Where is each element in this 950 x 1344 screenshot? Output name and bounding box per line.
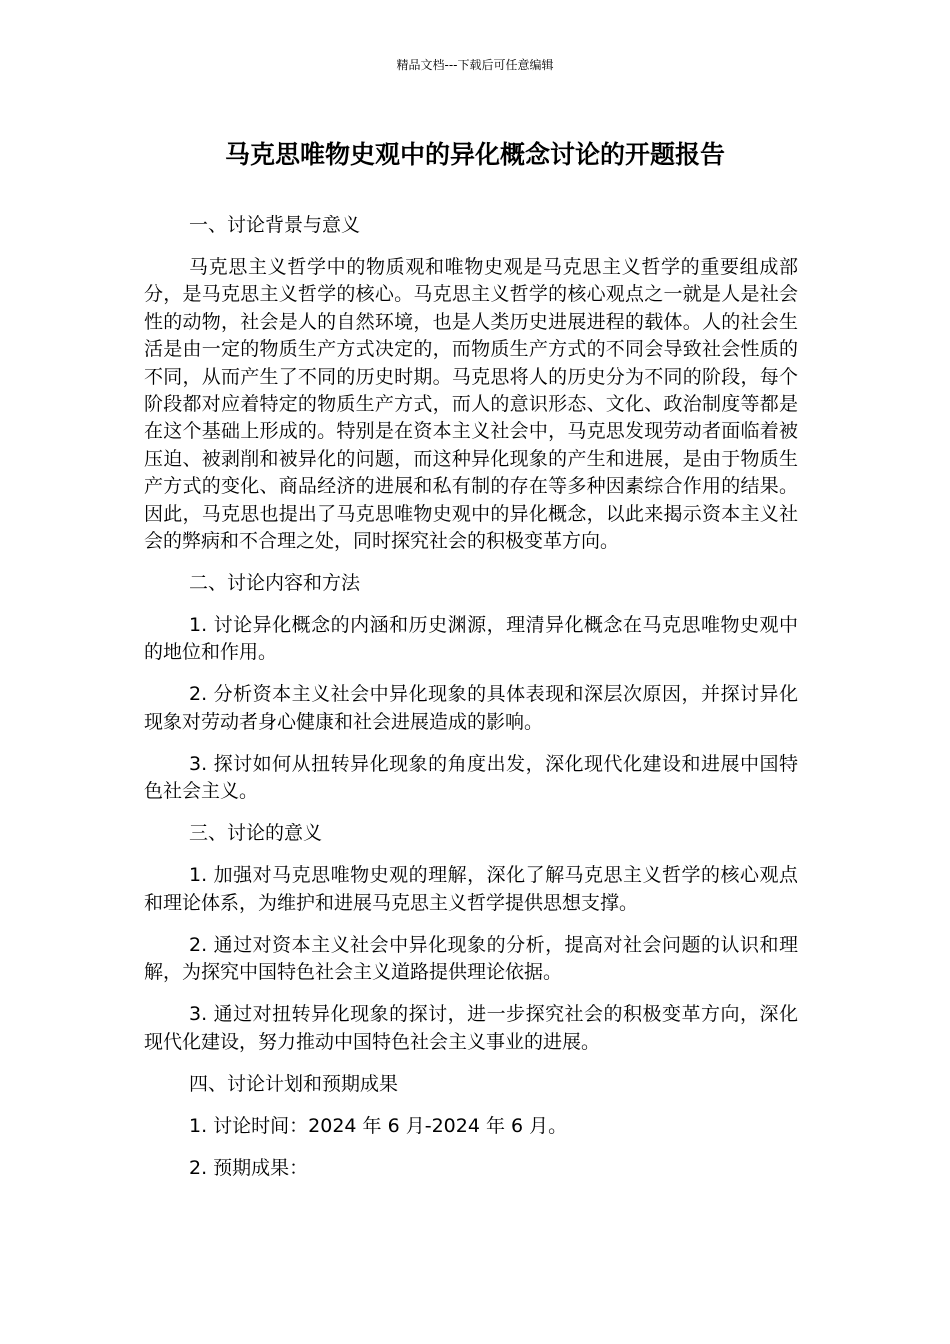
section-heading-plan: 四、讨论计划和预期成果 xyxy=(189,1072,399,1095)
section-heading-significance: 三、讨论的意义 xyxy=(189,822,323,845)
document-body xyxy=(144,212,798,1197)
significance-item-3: 3. 通过对扭转异化现象的探讨，进一步探究社会的积极变革方向，深化现代化建设，努力推动中国特色社会主义事业的进展。 xyxy=(144,1003,798,1053)
content-item-3: 3. 探讨如何从扭转异化现象的角度出发，深化现代化建设和进展中国特色社会主义。 xyxy=(144,752,798,803)
significance-item-2: 2. 通过对资本主义社会中异化现象的分析，提高对社会问题的认识和理解，为探究中国特色社会主义道路提供理论依据。 xyxy=(144,933,798,984)
content-item-1: 1. 讨论异化概念的内涵和历史渊源，理清异化概念在马克思唯物史观中的地位和作用。 xyxy=(144,614,798,664)
plan-item-1: 1. 讨论时间：2024 年 6 月-2024 年 6 月。 xyxy=(189,1114,568,1137)
plan-item-2: 2. 预期成果： xyxy=(189,1156,309,1179)
content-item-2: 2. 分析资本主义社会中异化现象的具体表现和深层次原因，并探讨异化现象对劳动者身心健康和社会进展造成的影响。 xyxy=(144,683,798,733)
header-note: 精品文档---下载后可任意编辑 xyxy=(396,58,554,72)
background-paragraph: 马克思主义哲学中的物质观和唯物史观是马克思主义哲学的重要组成部分，是马克思主义哲学的核心。马克思主义哲学的核心观点之一就是人是社会性的动物，社会是人的自然环境，也是人类历史进展进程的载体。人的社会生活是由一定的物质生产方式决定的，而物质生产方式的不同会导致社会性质的不同，从而产生了不同的历史时期。马克思将人的历史分为不同的阶段，每个阶段都对应着特定的物质生产方式，而人的意识形态、文化、政治制度等都是在这个基础上形成的。特别是在资本主义社会中，马克思发现劳动者面临着被压迫、被剥削和被异化的问题，而这种异化现象的产生和进展，是由于物质生产方式的变化、商品经济的进展和私有制的存在等多种因素综合作用的结果。因此，马克思也提出了马克思唯物史观中的异化概念，以此来揭示资本主义社会的弊病和不合理之处，同时探究社会的积极变革方向。 xyxy=(144,256,798,553)
document-title: 马克思唯物史观中的异化概念讨论的开题报告 xyxy=(224,140,725,169)
section-heading-content-method: 二、讨论内容和方法 xyxy=(189,572,361,595)
significance-item-1: 1. 加强对马克思唯物史观的理解，深化了解马克思主义哲学的核心观点和理论体系，为维护和进展马克思主义哲学提供思想支撑。 xyxy=(144,864,798,914)
section-heading-background: 一、讨论背景与意义 xyxy=(189,214,361,236)
